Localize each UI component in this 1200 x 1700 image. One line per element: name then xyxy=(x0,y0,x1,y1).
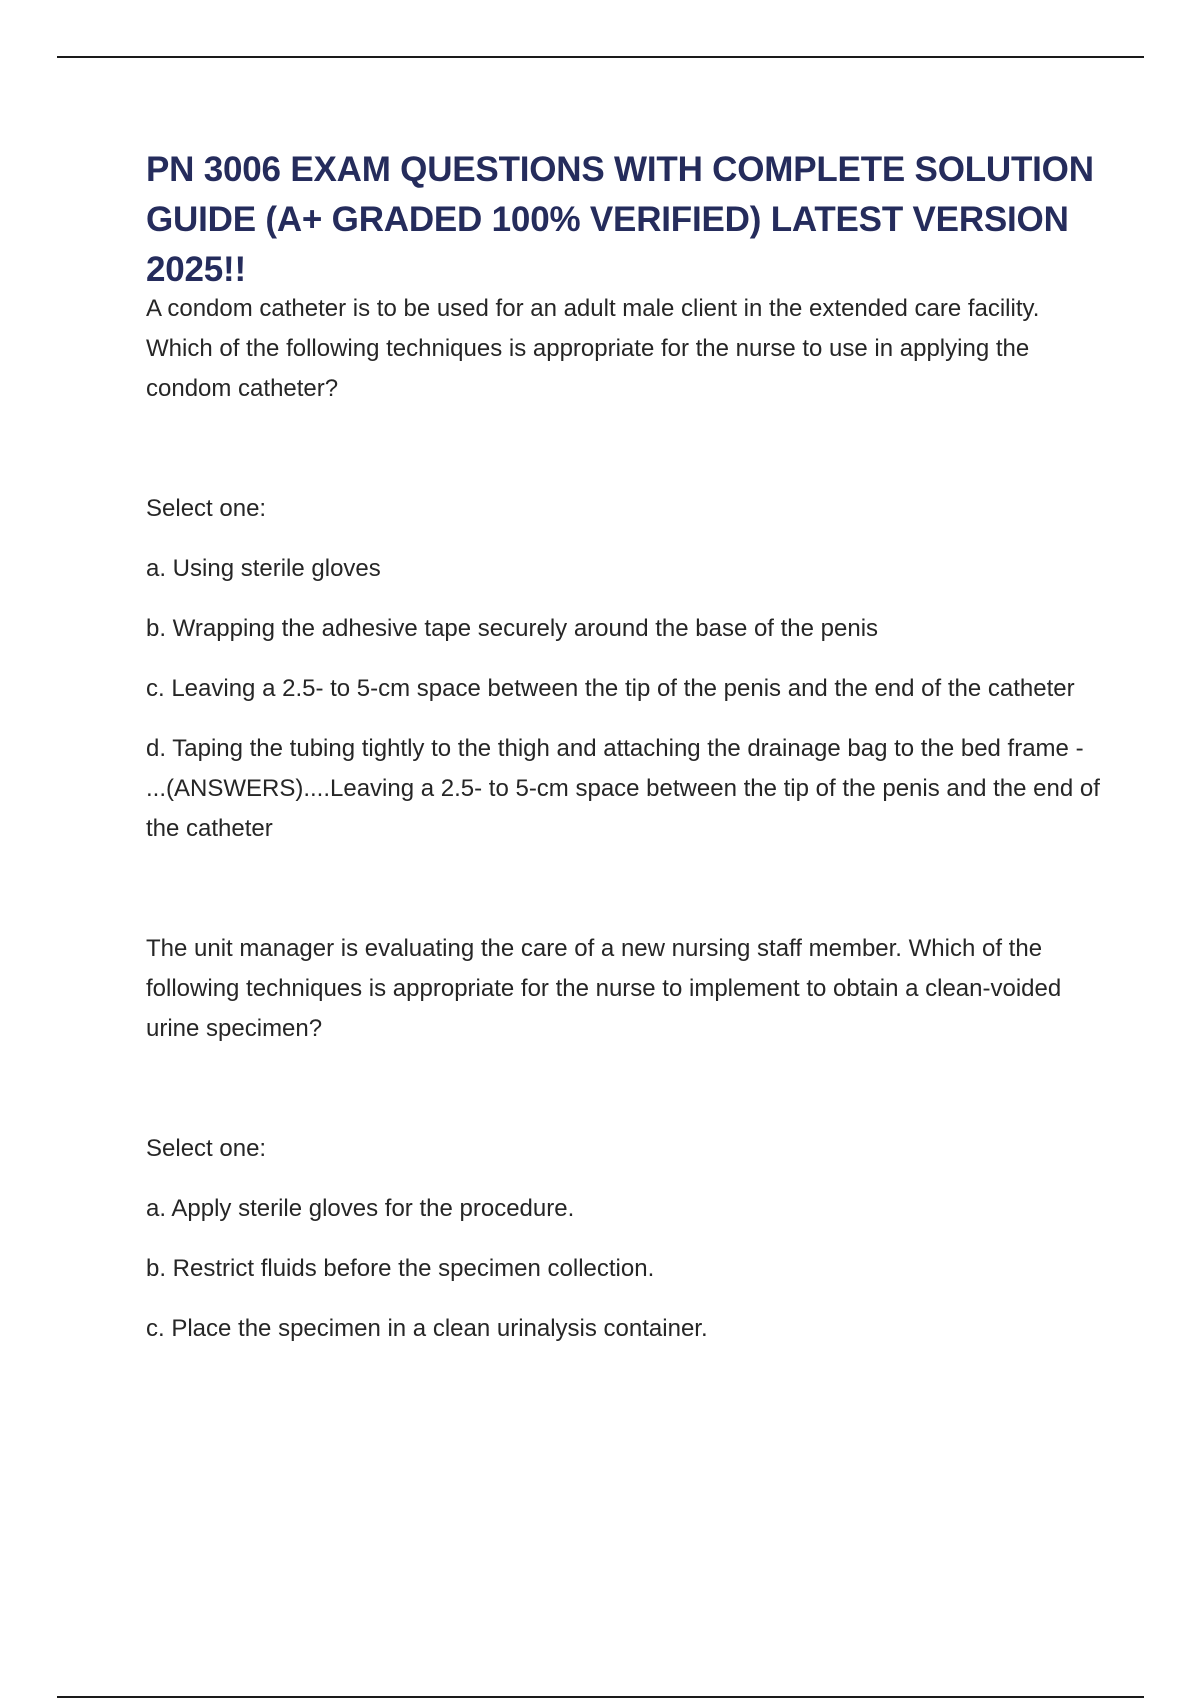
top-rule xyxy=(57,56,1144,58)
question-2-option-a: a. Apply sterile gloves for the procedure. xyxy=(146,1195,575,1222)
question-2-select-label: Select one: xyxy=(146,1135,267,1162)
question-2 xyxy=(146,929,1106,1349)
question-1-text: A condom catheter is to be used for an adult male client in the extended care facility. Which of the following techniques is appropriate for the nurse to use in applying the condom catheter? xyxy=(146,295,1040,402)
question-2-option-b: b. Restrict fluids before the specimen collection. xyxy=(146,1255,655,1282)
document-body xyxy=(146,145,1106,1349)
question-1-option-c: c. Leaving a 2.5- to 5-cm space between the tip of the penis and the end of the catheter xyxy=(146,675,1075,702)
question-2-option-c: c. Place the specimen in a clean urinalysis container. xyxy=(146,1315,708,1342)
question-1 xyxy=(146,289,1106,849)
document-title: PN 3006 EXAM QUESTIONS WITH COMPLETE SOLUTION GUIDE (A+ GRADED 100% VERIFIED) LATEST VERSION 2025!! xyxy=(146,150,1094,289)
question-1-option-b: b. Wrapping the adhesive tape securely around the base of the penis xyxy=(146,615,879,642)
question-1-option-d: d. Taping the tubing tightly to the thigh and attaching the drainage bag to the bed frame - ...(ANSWERS)....Leaving a 2.5- to 5-cm space between the tip of the penis and the end of the catheter xyxy=(146,735,1100,842)
bottom-rule xyxy=(57,1696,1144,1698)
question-1-option-a: a. Using sterile gloves xyxy=(146,555,381,582)
question-2-text: The unit manager is evaluating the care of a new nursing staff member. Which of the following techniques is appropriate for the nurse to implement to obtain a clean-voided urine specimen? xyxy=(146,935,1062,1042)
question-1-select-label: Select one: xyxy=(146,495,267,522)
